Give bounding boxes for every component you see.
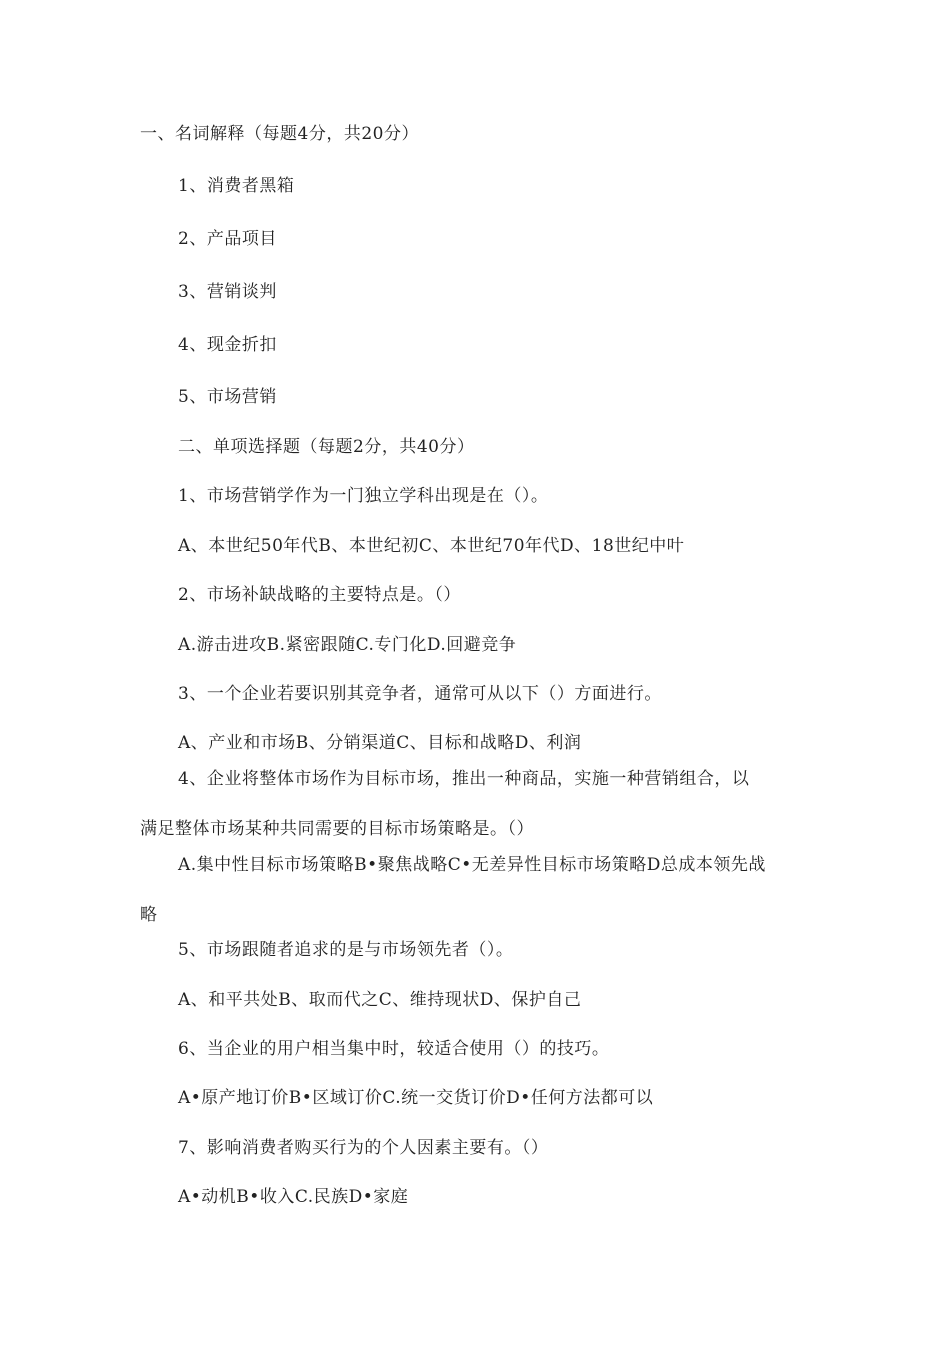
question-options: A、和平共处B、取而代之C、维持现状D、保护自己 — [178, 990, 582, 1010]
term-item: 5、市场营销 — [178, 387, 277, 407]
question-stem: 2、市场补缺战略的主要特点是。（） — [178, 585, 461, 605]
question-stem: 4、企业将整体市场作为目标市场，推出一种商品，实施一种营销组合，以 — [178, 769, 750, 789]
term-item: 3、营销谈判 — [178, 282, 277, 302]
term-item: 2、产品项目 — [178, 229, 277, 249]
question-options: A•原产地订价B•区域订价C.统一交货订价D•任何方法都可以 — [178, 1088, 654, 1108]
question-options: A•动机B•收入C.民族D•家庭 — [178, 1187, 409, 1207]
question-options-continued: 略 — [140, 905, 158, 925]
question-stem: 1、市场营销学作为一门独立学科出现是在（）。 — [178, 486, 549, 506]
question-stem: 5、市场跟随者追求的是与市场领先者（）。 — [178, 940, 514, 960]
question-options: A.集中性目标市场策略B•聚焦战略C•无差异性目标市场策略D总成本领先战 — [178, 855, 766, 875]
question-options: A、产业和市场B、分销渠道C、目标和战略D、利润 — [178, 733, 582, 753]
question-options: A.游击进攻B.紧密跟随C.专门化D.回避竞争 — [178, 635, 517, 655]
question-stem: 3、一个企业若要识别其竞争者，通常可从以下（）方面进行。 — [178, 684, 662, 704]
term-item: 4、现金折扣 — [178, 335, 277, 355]
section-heading: 二、单项选择题（每题2分，共40分） — [178, 437, 475, 457]
question-options: A、本世纪50年代B、本世纪初C、本世纪70年代D、18世纪中叶 — [178, 536, 685, 556]
question-stem: 7、影响消费者购买行为的个人因素主要有。（） — [178, 1138, 549, 1158]
question-stem: 6、当企业的用户相当集中时，较适合使用（）的技巧。 — [178, 1039, 610, 1059]
term-item: 1、消费者黑箱 — [178, 176, 295, 196]
section-heading: 一、名词解释（每题4分，共20分） — [140, 124, 419, 144]
question-stem-continued: 满足整体市场某种共同需要的目标市场策略是。（） — [140, 819, 534, 839]
